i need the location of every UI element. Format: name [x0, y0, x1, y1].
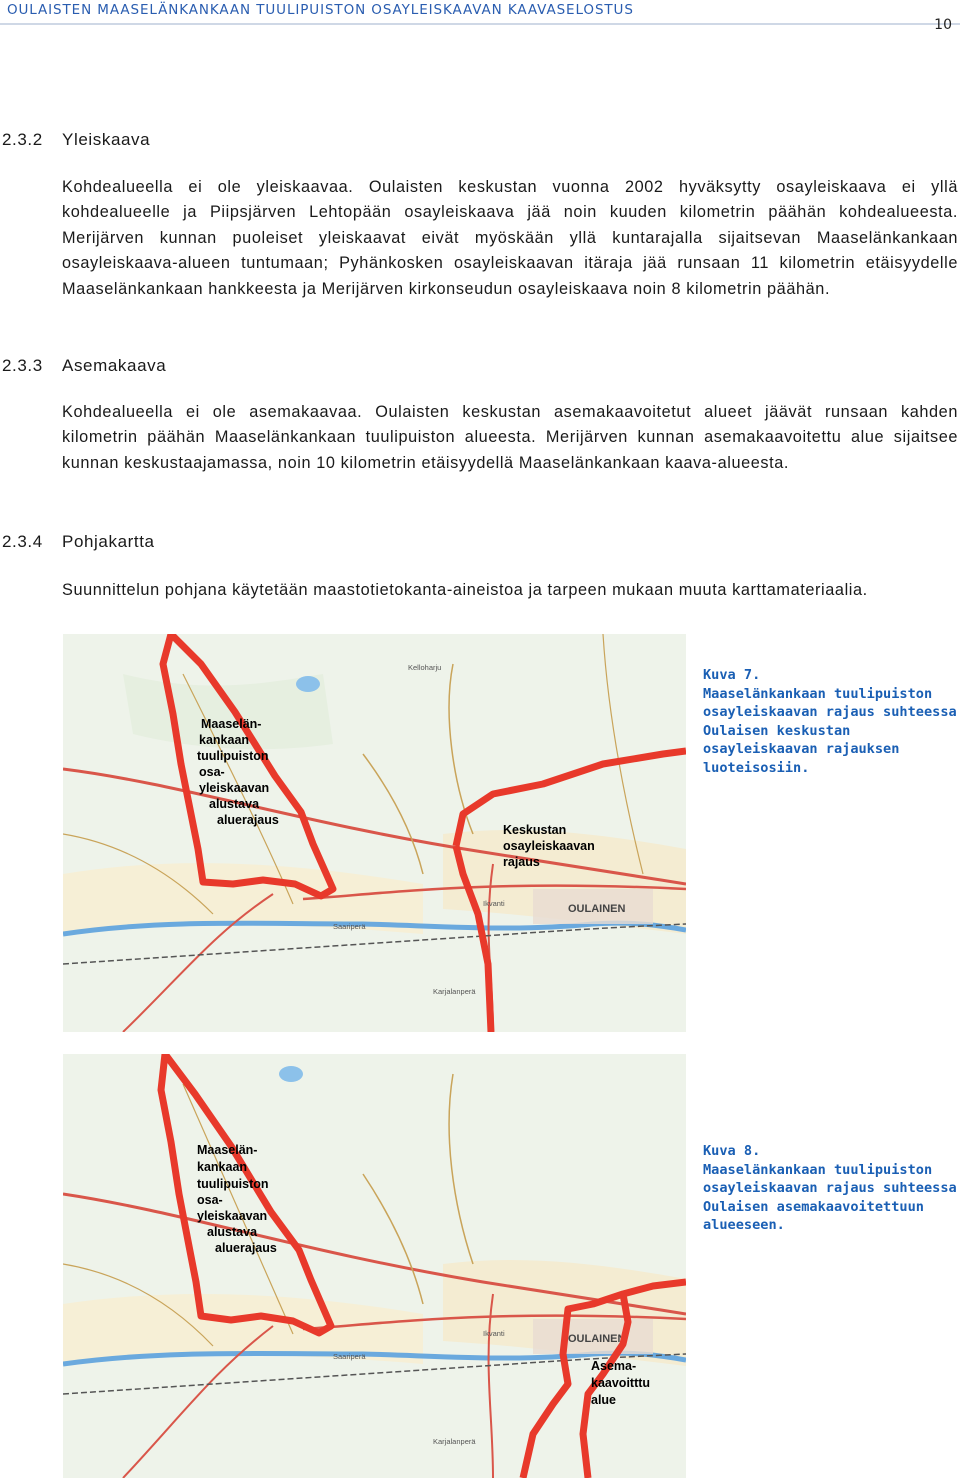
figure-7-caption: [703, 666, 958, 778]
area-label-line: alustava: [207, 1225, 258, 1239]
section-paragraph-asemakaava: Kohdealueella ei ole asemakaavaa. Oulaisten keskustan asemakaavoitetut alueet jäävät runsaan kahden kilometrin päähän Maaselänkankaan tuulipuiston alueesta. Merijärven kunnan asemakaavoitettu alue sijaitsee kunnan keskustaajamassa, noin 10 kilometrin etäisyydellä Maaselänkankaan kaava-alueesta.: [62, 403, 958, 472]
area-label-line: tuulipuiston: [197, 749, 269, 763]
place-label: Ikvanti: [483, 899, 505, 908]
area-label-line: aluerajaus: [215, 1241, 277, 1255]
asemakaava-label-line: Asema-: [591, 1359, 637, 1373]
keskusta-label-line: osayleiskaavan: [503, 839, 595, 853]
place-label: Saariperä: [333, 1352, 366, 1361]
section-title: Pohjakartta: [62, 532, 155, 551]
keskusta-label-line: Keskustan: [503, 823, 567, 837]
section-paragraph-yleiskaava: Kohdealueella ei ole yleiskaavaa. Oulaisten keskustan vuonna 2002 hyväksytty osayleiskaava ei yllä kohdealueelle ja Piipsjärven Lehtopään osayleiskaava jää noin kuuden kilometrin päähän kohdealueesta. Merijärven kunnan puoleiset yleiskaavat eivät myöskään yllä kuntarajalla sijaitsevan Maaselänkankaan osayleiskaava-alueen tuntumaan; Pyhänkosken osayleiskaavan itäraja jää runsaan 11 kilometrin etäisyydelle Maaselänkankaan hankkeesta ja Merijärven kirkonseudun osayleiskaava noin 8 kilometrin päähän.: [62, 178, 958, 298]
place-label: Karjalanperä: [433, 987, 476, 996]
page-number: 10: [934, 17, 952, 33]
place-label: Ikvanti: [483, 1329, 505, 1338]
area-label-line: yleiskaavan: [199, 781, 270, 795]
section-title: Yleiskaava: [62, 130, 151, 149]
section-paragraph-pohjakartta: Suunnittelun pohjana käytetään maastotietokanta-aineistoa ja tarpeen mukaan muuta karttamateriaalia.: [62, 581, 868, 599]
section-number: 2.3.3: [2, 356, 43, 375]
town-label: OULAINEN: [568, 1333, 626, 1345]
area-label-line: osa-: [197, 1193, 223, 1207]
map-figure-8-svg: [63, 1054, 686, 1478]
area-label-line: osa-: [199, 765, 225, 779]
caption-label: Kuva 7.: [703, 667, 761, 683]
area-label-line: Maaselän-: [201, 717, 262, 731]
page-header: [0, 0, 960, 54]
lake: [279, 1066, 303, 1082]
map-figure-7-svg: [63, 634, 686, 1032]
section-number: 2.3.2: [2, 130, 43, 149]
caption-label: Kuva 8.: [703, 1143, 761, 1159]
area-label-line: tuulipuiston: [197, 1177, 269, 1191]
place-label: Saariperä: [333, 922, 366, 931]
section-heading-pohjakartta: [2, 532, 155, 552]
caption-text: Maaselänkankaan tuulipuiston osayleiskaavan rajaus suhteessa Oulaisen asemakaavoitettuun alueeseen.: [703, 1161, 957, 1234]
section-title: Asemakaava: [62, 356, 167, 375]
asemakaava-label-line: kaavoitttu: [591, 1376, 651, 1390]
area-label-line: kankaan: [199, 733, 250, 747]
caption-text: Maaselänkankaan tuulipuiston osayleiskaavan rajaus suhteessa Oulaisen keskustan osayleiskaavan rajauksen luoteisosiin.: [703, 685, 957, 776]
section-number: 2.3.4: [2, 532, 43, 551]
area-label-line: alustava: [209, 797, 260, 811]
document-title: OULAISTEN MAASELÄNKANKAAN TUULIPUISTON OSAYLEISKAAVAN KAAVASELOSTUS: [7, 2, 634, 18]
keskusta-label-line: rajaus: [503, 855, 540, 869]
figure-8-caption: [703, 1142, 958, 1235]
area-label-line: aluerajaus: [217, 813, 279, 827]
asemakaava-label-line: alue: [591, 1393, 617, 1407]
section-heading-yleiskaava: [2, 130, 150, 150]
header-rule: [0, 23, 960, 25]
section-heading-asemakaava: [2, 356, 166, 376]
town-label: OULAINEN: [568, 903, 626, 915]
map-figure-8: [63, 1054, 686, 1478]
place-label: Karjalanperä: [433, 1437, 476, 1446]
area-label-line: yleiskaavan: [197, 1209, 268, 1223]
map-figure-7: [63, 634, 686, 1032]
area-label-line: Maaselän-: [197, 1143, 258, 1157]
area-label-line: kankaan: [197, 1160, 248, 1174]
place-label: Kelloharju: [408, 663, 442, 672]
lake: [296, 676, 320, 692]
